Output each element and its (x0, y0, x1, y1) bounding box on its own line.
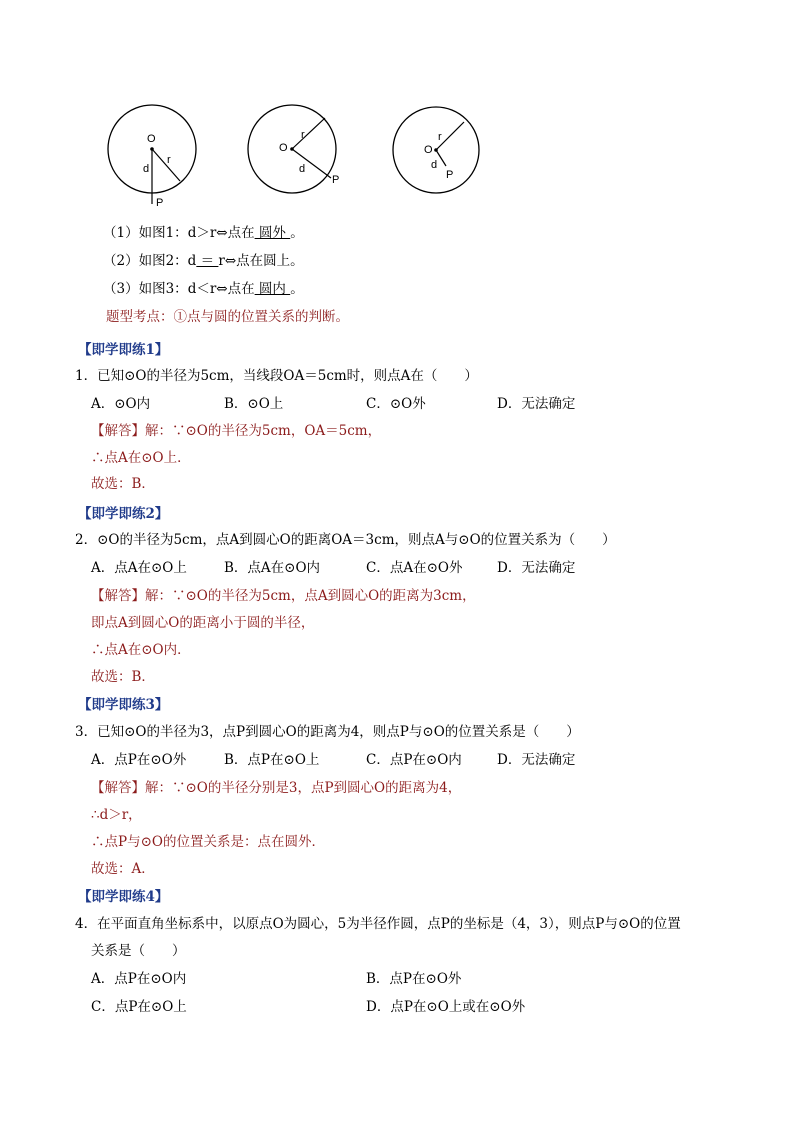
fig1-p: P (156, 197, 164, 209)
case-1: （1）如图1：d＞r⇔点在 圆外 。 (103, 225, 304, 241)
ex3-option-a: A．点P在⊙O外 (91, 752, 187, 768)
exercise-3-question: 3．已知⊙O的半径为3，点P到圆心O的距离为4，则点P与⊙O的位置关系是（ ） (75, 724, 580, 740)
ex1-option-c: C．⊙O外 (366, 396, 426, 412)
ex3-option-d: D．无法确定 (497, 752, 576, 768)
exercise-3-header: 【即学即练3】 (78, 697, 169, 713)
figure-2 (243, 100, 358, 200)
fig1-d: d (143, 163, 150, 175)
ex1-option-b: B．⊙O上 (224, 396, 284, 412)
fig2-d: d (299, 163, 306, 175)
ex2-answer-2: 即点A到圆心O的距离小于圆的半径， (91, 615, 315, 631)
fig2-p: P (332, 174, 340, 186)
ex1-answer-1: 【解答】解：∵⊙O的半径为5cm，OA＝5cm， (91, 423, 382, 439)
exercise-2-header: 【即学即练2】 (78, 506, 169, 522)
fig1-r: r (167, 154, 171, 166)
exercise-2-question: 2．⊙O的半径为5cm，点A到圆心O的距离OA＝3cm，则点A与⊙O的位置关系为（ ） (75, 532, 616, 548)
ex2-option-b: B．点A在⊙O内 (224, 560, 321, 576)
fig3-p: P (446, 169, 454, 181)
ex3-answer-1: 【解答】解：∵⊙O的半径分别是3，点P到圆心O的距离为4， (91, 780, 462, 796)
ex1-answer-3: 故选：B． (91, 476, 155, 492)
ex4-option-d: D．点P在⊙O上或在⊙O外 (366, 999, 526, 1015)
fig3-r: r (438, 131, 442, 143)
ex2-option-d: D．无法确定 (497, 560, 576, 576)
fig3-d: d (431, 159, 438, 171)
exercise-1-question: 1．已知⊙O的半径为5cm，当线段OA＝5cm时，则点A在（ ） (75, 368, 478, 384)
kaodian: 题型考点：①点与圆的位置关系的判断。 (106, 309, 349, 325)
ex3-answer-2: ∴d＞r， (91, 807, 142, 823)
fig2-r: r (301, 129, 305, 141)
case-3: （3）如图3：d＜r⇔点在 圆内 。 (103, 281, 304, 297)
ex1-option-d: D．无法确定 (497, 396, 576, 412)
figure-1 (100, 100, 210, 210)
ex3-answer-4: 故选：A． (91, 861, 155, 877)
ex2-answer-4: 故选：B． (91, 669, 155, 685)
ex1-answer-2: ∴点A在⊙O上． (91, 450, 191, 466)
ex4-option-c: C．点P在⊙O上 (91, 999, 187, 1015)
ex2-option-a: A．点A在⊙O上 (91, 560, 187, 576)
ex3-answer-3: ∴点P与⊙O的位置关系是：点在圆外． (91, 834, 325, 850)
ex2-answer-3: ∴点A在⊙O内． (91, 642, 191, 658)
fig2-o: O (279, 142, 288, 154)
ex1-option-a: A．⊙O内 (91, 396, 151, 412)
ex3-option-c: C．点P在⊙O内 (366, 752, 462, 768)
case-2: （2）如图2：d ＝ r⇔点在圆上。 (103, 253, 304, 269)
exercise-4-question-line2: 关系是（ ） (91, 943, 186, 959)
exercise-1-header: 【即学即练1】 (78, 342, 169, 358)
ex4-option-a: A．点P在⊙O内 (91, 971, 187, 987)
ex2-answer-1: 【解答】解：∵⊙O的半径为5cm，点A到圆心O的距离为3cm， (91, 588, 476, 604)
figure-3 (390, 100, 490, 200)
fig1-o: O (147, 133, 156, 145)
exercise-4-question-line1: 4．在平面直角坐标系中，以原点O为圆心，5为半径作圆，点P的坐标是（4，3），则点P与⊙O的位置 (75, 916, 681, 932)
ex3-option-b: B．点P在⊙O上 (224, 752, 320, 768)
ex2-option-c: C．点A在⊙O外 (366, 560, 463, 576)
exercise-4-header: 【即学即练4】 (78, 889, 169, 905)
ex4-option-b: B．点P在⊙O外 (366, 971, 462, 987)
fig3-o: O (424, 144, 433, 156)
